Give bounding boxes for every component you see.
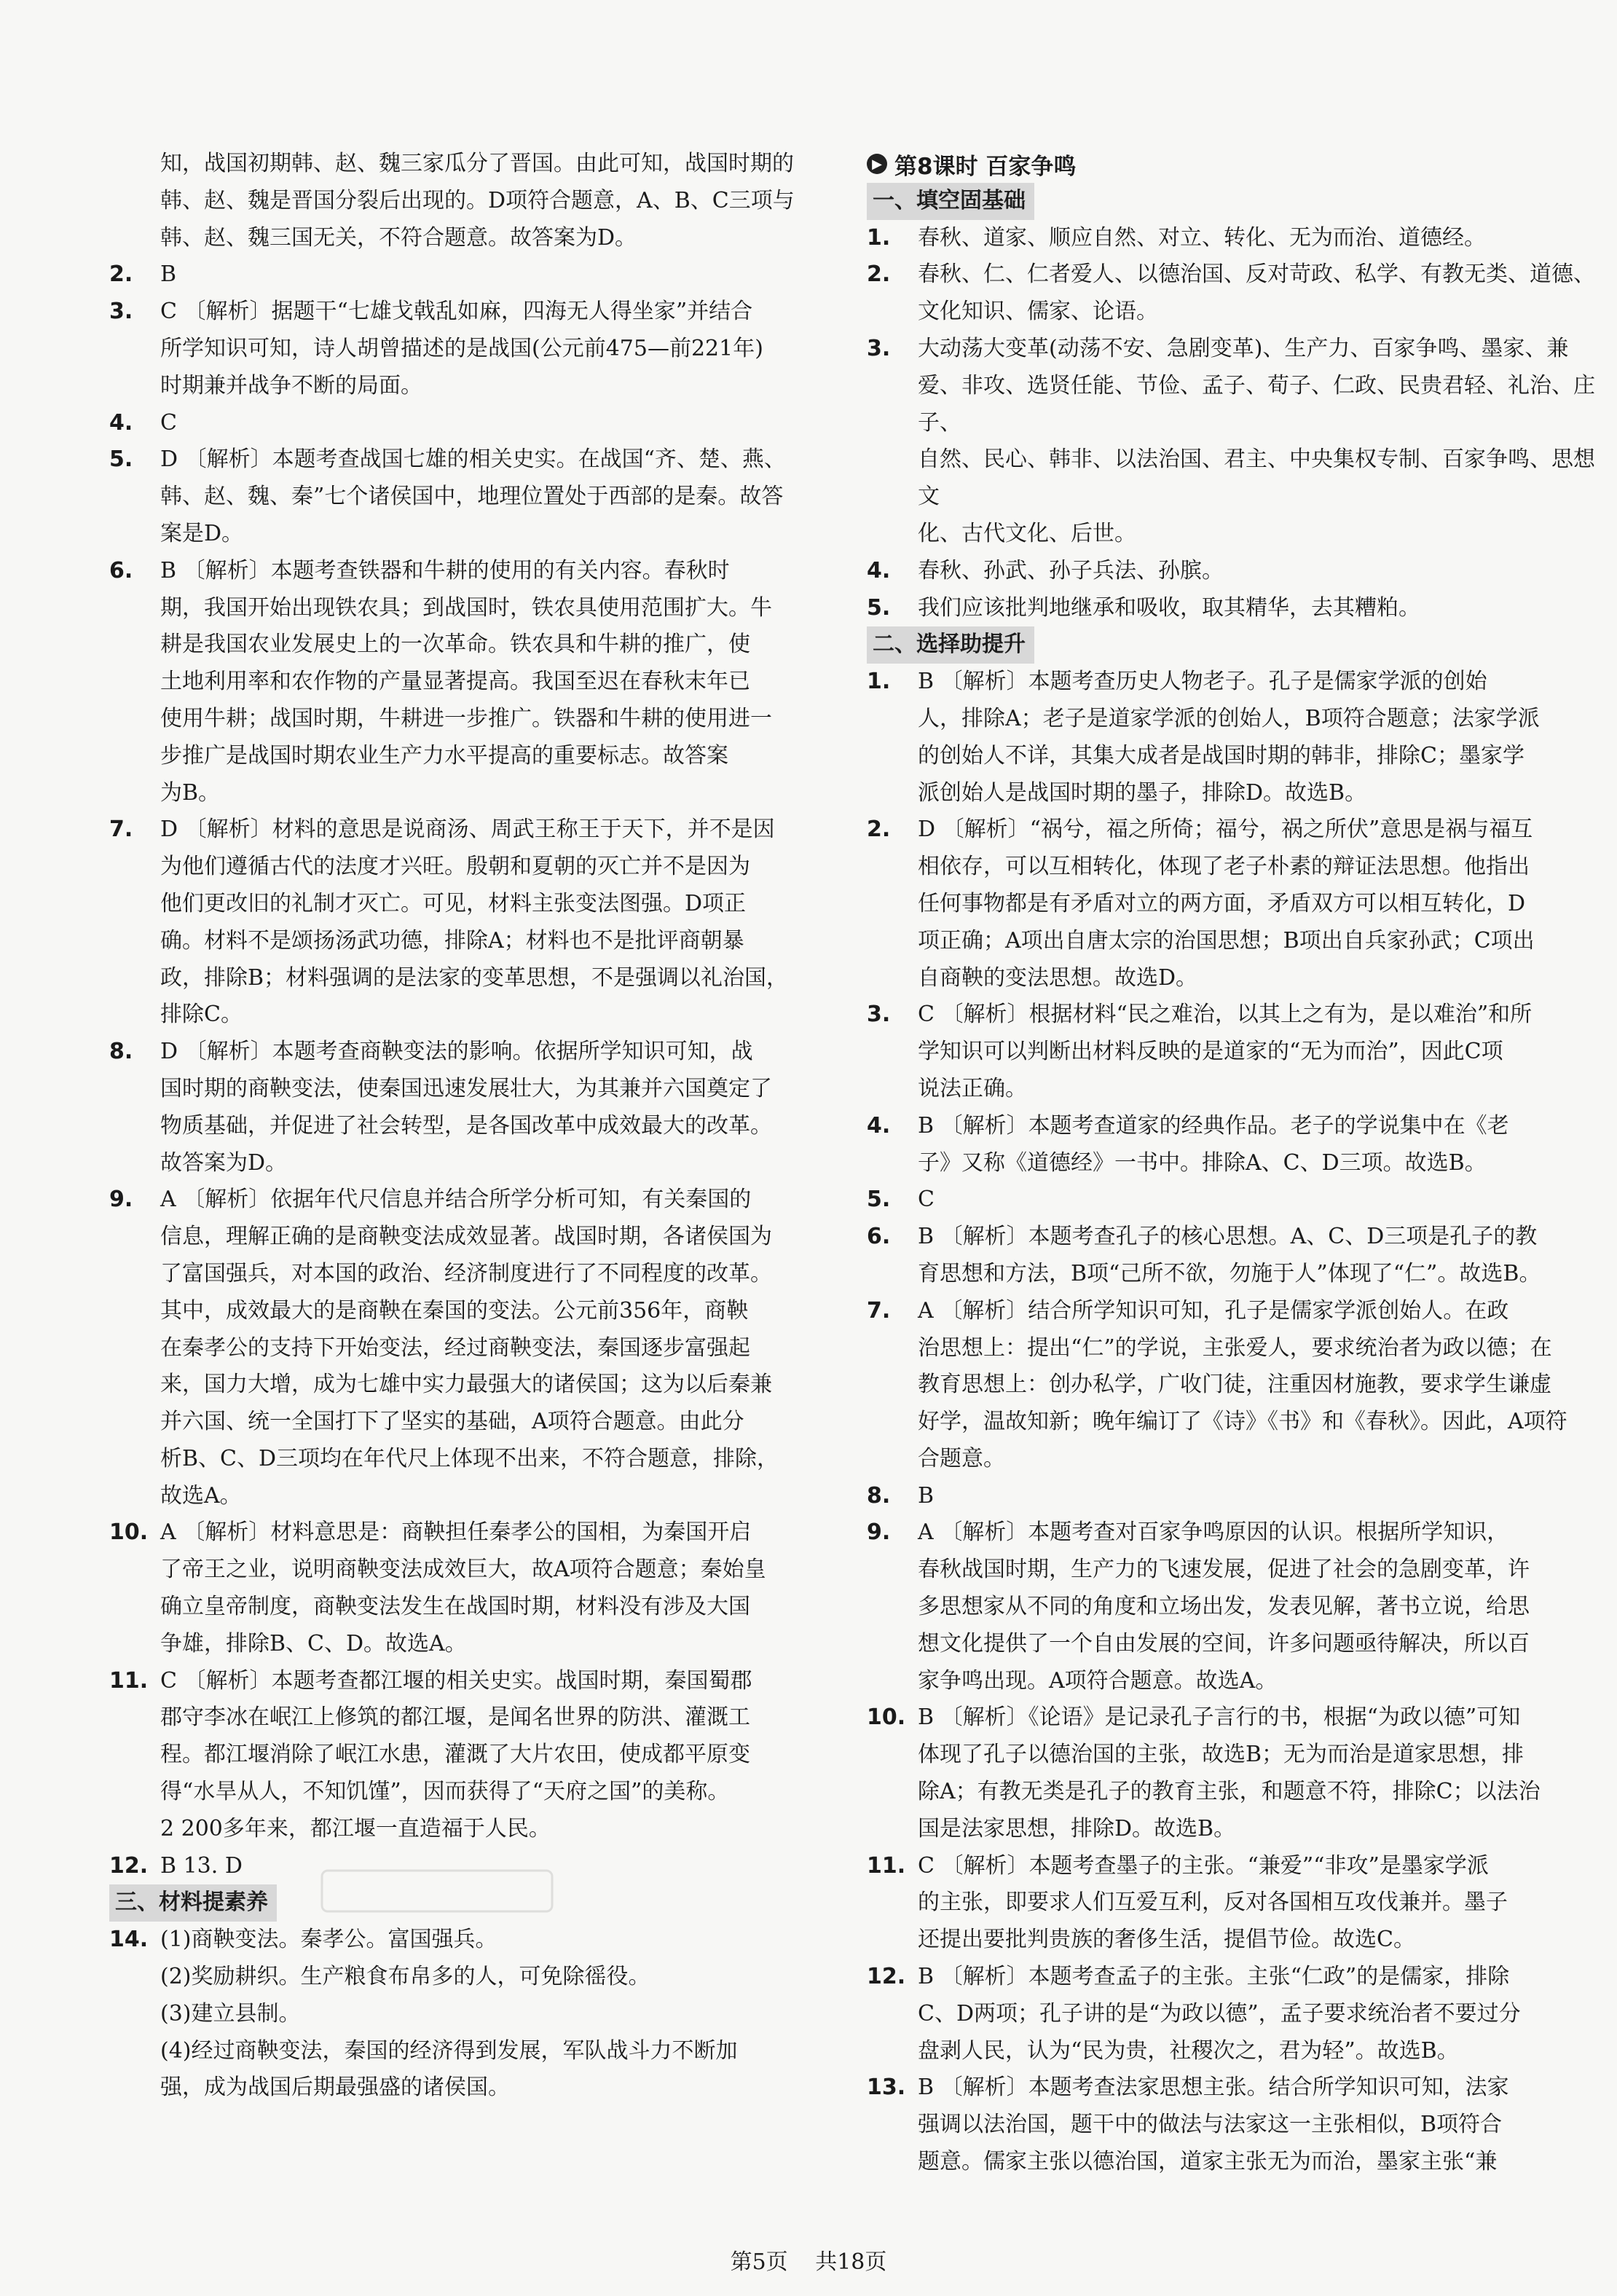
- left-answer-10: [109, 1514, 838, 1662]
- answer-text: 我们应该批判地继承和吸收，取其精华，去其糟粕。: [918, 594, 1420, 621]
- question-number: 3.: [867, 1002, 891, 1028]
- answer-text: 大动荡大变革(动荡不安、急剧变革)、生产力、百家争鸣、墨家、兼 爱、非攻、选贤任能、节俭、孟子、荀子、仁政、民贵君轻、礼治、庄子、 自然、民心、韩非、以法治国、君主、中央集权专制、百家争鸣、思想文 化、古代文化、后世。: [918, 335, 1595, 546]
- choice-answer-2: [867, 811, 1595, 996]
- left-answer-9: [109, 1182, 838, 1514]
- question-number: 6.: [109, 557, 133, 583]
- question-number: 7.: [109, 817, 133, 843]
- answer-text: D 〔解析〕“祸兮，福之所倚；福兮，祸之所伏”意思是祸与福互 相依存，可以互相转化，体现了老子朴素的辩证法思想。他指出 任何事物都是有矛盾对立的两方面，矛盾双方可以相互转化，D 项正确；A项出自唐太宗的治国思想；B项出自兵家孙武；C项出 自商鞅的变法思想。故选D。: [918, 817, 1535, 991]
- choice-answer-12: [867, 1959, 1595, 2069]
- lesson-title-text: 第8课时 百家争鸣: [894, 153, 1077, 180]
- choice-answer-6: [867, 1219, 1595, 1293]
- question-number: 8.: [867, 1482, 891, 1509]
- question-number: 6.: [867, 1224, 891, 1250]
- question-number: 5.: [867, 594, 891, 621]
- answer-text: C: [918, 1187, 935, 1213]
- question-number: 2.: [109, 262, 133, 288]
- page-footer: [0, 2244, 1617, 2276]
- answer-text: A 〔解析〕结合所学知识可知，孔子是儒家学派创始人。在政 治思想上：提出“仁”的学说，主张爱人，要求统治者为政以德；在 教育思想上：创办私学，广收门徒，注重因材施教，要求学生谦虚 好学，温故知新；晚年编订了《诗》《书》和《春秋》。因此，A项符 合题意。: [918, 1297, 1567, 1471]
- answer-part: (3)建立县制。: [160, 2000, 301, 2026]
- question-number: 5.: [109, 447, 133, 473]
- question-number: 7.: [867, 1297, 891, 1324]
- answer-text: B 〔解析〕本题考查道家的经典作品。老子的学说集中在《老 子》又称《道德经》一书中。排除A、C、D三项。故选B。: [918, 1112, 1509, 1176]
- answer-text: 知，战国初期韩、赵、魏三家瓜分了晋国。由此可知，战国时期的 韩、赵、魏是晋国分裂后出现的。D项符合题意，A、B、C三项与 韩、赵、魏三国无关，不符合题意。故答案为D。: [160, 151, 795, 251]
- answer-text: A 〔解析〕依据年代尺信息并结合所学分析可知，有关秦国的 信息，理解正确的是商鞅变法成效显著。战国时期，各诸侯国为 了富国强兵，对本国的政治、经济制度进行了不同程度的改革。 其中，成效最大的是商鞅在秦国的变法。公元前356年，商鞅 在秦孝公的支持下开始变法，经过商鞅变法，秦国逐步富强起 来，国力大增，成为七雄中实力最强大的诸侯国；这为以后秦兼 并六国、统一全国打下了坚实的基础，A项符合题意。由此分 析B、C、D三项均在年代尺上体现不出来，不符合题意，排除， 故选A。: [160, 1187, 779, 1509]
- choice-answer-10: [867, 1699, 1595, 1847]
- question-number: 11.: [867, 1852, 906, 1879]
- left-answer-1: [109, 146, 838, 256]
- fill-answer-3: [867, 331, 1595, 553]
- answer-part: (2)奖励耕织。生产粮食布帛多的人，可免除徭役。: [160, 1964, 650, 1990]
- question-number: 11.: [109, 1667, 149, 1694]
- answer-text: D 〔解析〕本题考查商鞅变法的影响。依据所学知识可知，战 国时期的商鞅变法，使秦国迅速发展壮大，为其兼并六国奠定了 物质基础，并促进了社会转型，是各国改革中成效最大的改革。 故答案为D。: [160, 1039, 772, 1176]
- answer-text: B 〔解析〕本题考查孟子的主张。主张“仁政”的是儒家，排除 C、D两项；孔子讲的是“为政以德”，孟子要求统治者不要过分 盘剥人民，认为“民为贵，社稷次之，君为轻”。故选B。: [918, 1964, 1521, 2064]
- answer-text: A 〔解析〕材料意思是：商鞅担任秦孝公的国相，为秦国开启 了帝王之业，说明商鞅变法成效巨大，故A项符合题意；秦始皇 确立皇帝制度，商鞅变法发生在战国时期，材料没有涉及大国 争雄，排除B、C、D。故选A。: [160, 1519, 766, 1656]
- left-answer-3: [109, 294, 838, 404]
- lesson-title: [867, 146, 1595, 183]
- answer-text: 春秋、仁、仁者爱人、以德治国、反对苛政、私学、有教无类、道德、 文化知识、儒家、论语。: [918, 262, 1595, 325]
- question-number: 2.: [867, 262, 891, 288]
- fill-answer-4: [867, 553, 1595, 590]
- left-answer-4: [109, 405, 838, 442]
- section-heading-materials: 三、材料提素养: [109, 1884, 277, 1922]
- question-number: 9.: [109, 1187, 133, 1213]
- choice-answer-3: [867, 996, 1595, 1107]
- question-number: 9.: [867, 1519, 891, 1546]
- answer-text: B: [160, 262, 177, 288]
- answer-text: B 13. D: [160, 1852, 243, 1879]
- question-number: 8.: [109, 1039, 133, 1065]
- answer-text: A 〔解析〕本题考查对百家争鸣原因的认识。根据所学知识， 春秋战国时期，生产力的飞速发展，促进了社会的急剧变革，许 多思想家从不同的角度和立场出发，发表见解，著书立说，给思 想文化提供了一个自由发展的空间，许多问题亟待解决，所以百 家争鸣出现。A项符合题意。故选A。: [918, 1519, 1530, 1694]
- section-heading-choice: 二、选择助提升: [867, 626, 1034, 664]
- answer-text: D 〔解析〕材料的意思是说商汤、周武王称王于天下，并不是因 为他们遵循古代的法度才兴旺。殷朝和夏朝的灭亡并不是因为 他们更改旧的礼制才灭亡。可见，材料主张变法图强。D项正 确。材料不是颂扬汤武功德，排除A；材料也不是批评商朝暴 政，排除B；材料强调的是法家的变革思想，不是强调以礼治国， 排除C。: [160, 817, 789, 1028]
- answer-text: D 〔解析〕本题考查战国七雄的相关史实。在战国“齐、楚、燕、 韩、赵、魏、秦”七个诸侯国中，地理位置处于西部的是秦。故答 案是D。: [160, 447, 786, 546]
- right-column: [867, 146, 1595, 2181]
- question-number: 3.: [867, 335, 891, 361]
- page-number: 第5页: [730, 2249, 788, 2275]
- question-number: 12.: [109, 1852, 149, 1879]
- choice-answer-4: [867, 1108, 1595, 1182]
- answer-text: B 〔解析〕本题考查历史人物老子。孔子是儒家学派的创始 人，排除A；老子是道家学派的创始人，B项符合题意；法家学派 的创始人不详，其集大成者是战国时期的韩非，排除C；墨家学 派创始人是战国时期的墨子，排除D。故选B。: [918, 669, 1540, 806]
- choice-entries: [867, 664, 1595, 2181]
- left-answer-7: [109, 811, 838, 1034]
- answer-text: C 〔解析〕本题考查墨子的主张。“兼爱”“非攻”是墨家学派 的主张，即要求人们互爱互利，反对各国相互攻伐兼并。墨子 还提出要批判贵族的奢侈生活，提倡节俭。故选C。: [918, 1852, 1508, 1953]
- answer-text: C 〔解析〕根据材料“民之难治，以其上之有为，是以难治”和所 学知识可以判断出材料反映的是道家的“无为而治”，因此C项 说法正确。: [918, 1002, 1533, 1101]
- choice-answer-8: [867, 1478, 1595, 1515]
- left-answer-8: [109, 1034, 838, 1182]
- watermark-stamp: [320, 1869, 554, 1913]
- answer-text: 春秋、孙武、孙子兵法、孙膑。: [918, 557, 1224, 583]
- answer-text: B 〔解析〕本题考查铁器和牛耕的使用的有关内容。春秋时 期，我国开始出现铁农具；到战国时，铁农具使用范围扩大。牛 耕是我国农业发展史上的一次革命。铁农具和牛耕的推广，使 土地利用率和农作物的产量显著提高。我国至迟在春秋末年已 使用牛耕；战国时期，牛耕进一步推广。铁器和牛耕的使用进一 步推广是战国时期农业生产力水平提高的重要标志。故答案 为B。: [160, 557, 772, 806]
- question-number: 10.: [867, 1705, 906, 1731]
- fill-answer-1: [867, 220, 1595, 257]
- choice-answer-9: [867, 1514, 1595, 1699]
- question-number: 4.: [109, 409, 133, 436]
- answer-part: (1)商鞅变法。秦孝公。富国强兵。: [160, 1927, 497, 1953]
- page-total: 共18页: [815, 2249, 887, 2275]
- fill-entries: [867, 220, 1595, 627]
- choice-answer-1: [867, 664, 1595, 811]
- left-answer-5: [109, 441, 838, 552]
- left-answer-2: [109, 256, 838, 294]
- question-number: 4.: [867, 1112, 891, 1139]
- choice-answer-13: [867, 2069, 1595, 2180]
- choice-answer-7: [867, 1293, 1595, 1478]
- answer-text: C 〔解析〕据题干“七雄戈戟乱如麻，四海无人得坐家”并结合 所学知识可知，诗人胡曾描述的是战国(公元前475—前221年) 时期兼并战争不断的局面。: [160, 299, 763, 398]
- left-answer-11: [109, 1663, 838, 1848]
- question-number: 1.: [867, 669, 891, 695]
- question-14: [109, 1922, 838, 2107]
- question-number: 4.: [867, 557, 891, 583]
- question-number: 13.: [867, 2075, 906, 2101]
- left-answer-6: [109, 553, 838, 812]
- answer-part: (4)经过商鞅变法，秦国的经济得到发展，军队战斗力不断加 强，成为战国后期最强盛的诸侯国。: [160, 2037, 738, 2101]
- question-number: 12.: [867, 1964, 906, 1990]
- answer-text: B: [918, 1482, 935, 1509]
- fill-answer-2: [867, 256, 1595, 331]
- choice-answer-11: [867, 1848, 1595, 1959]
- fill-answer-5: [867, 590, 1595, 627]
- choice-answer-5: [867, 1182, 1595, 1219]
- question-number: 2.: [867, 817, 891, 843]
- play-icon: ▶: [867, 154, 887, 174]
- question-number: 10.: [109, 1519, 149, 1546]
- question-number: 5.: [867, 1187, 891, 1213]
- answer-text: B 〔解析〕《论语》是记录孔子言行的书，根据“为政以德”可知 体现了孔子以德治国的主张，故选B；无为而治是道家思想，排 除A；有教无类是孔子的教育主张，和题意不符，排除C；以法治 国是法家思想，排除D。故选B。: [918, 1705, 1541, 1841]
- answer-text: C: [160, 409, 177, 436]
- answer-text: B 〔解析〕本题考查法家思想主张。结合所学知识可知，法家 强调以法治国，题干中的做法与法家这一主张相似，B项符合 题意。儒家主张以德治国，道家主张无为而治，墨家主张“兼: [918, 2075, 1509, 2175]
- answer-text: 春秋、道家、顺应自然、对立、转化、无为而治、道德经。: [918, 224, 1486, 251]
- question-number: 1.: [867, 224, 891, 251]
- answer-text: C 〔解析〕本题考查都江堰的相关史实。战国时期，秦国蜀郡 郡守李冰在岷江上修筑的都江堰，是闻名世界的防洪、灌溉工 程。都江堰消除了岷江水患，灌溉了大片农田，使成都平原变 得“水旱从人，不知饥馑”，因而获得了“天府之国”的美称。 2 200多年来，都江堰一直造福于人民。: [160, 1667, 752, 1841]
- question-number: 3.: [109, 299, 133, 325]
- left-column: [109, 146, 838, 2107]
- question-number: 14.: [109, 1927, 149, 1953]
- left-entries: [109, 146, 838, 1884]
- section-heading-fill: 一、填空固基础: [867, 183, 1034, 220]
- answer-text: B 〔解析〕本题考查孔子的核心思想。A、C、D三项是孔子的教 育思想和方法，B项“己所不欲，勿施于人”体现了“仁”。故选B。: [918, 1224, 1541, 1286]
